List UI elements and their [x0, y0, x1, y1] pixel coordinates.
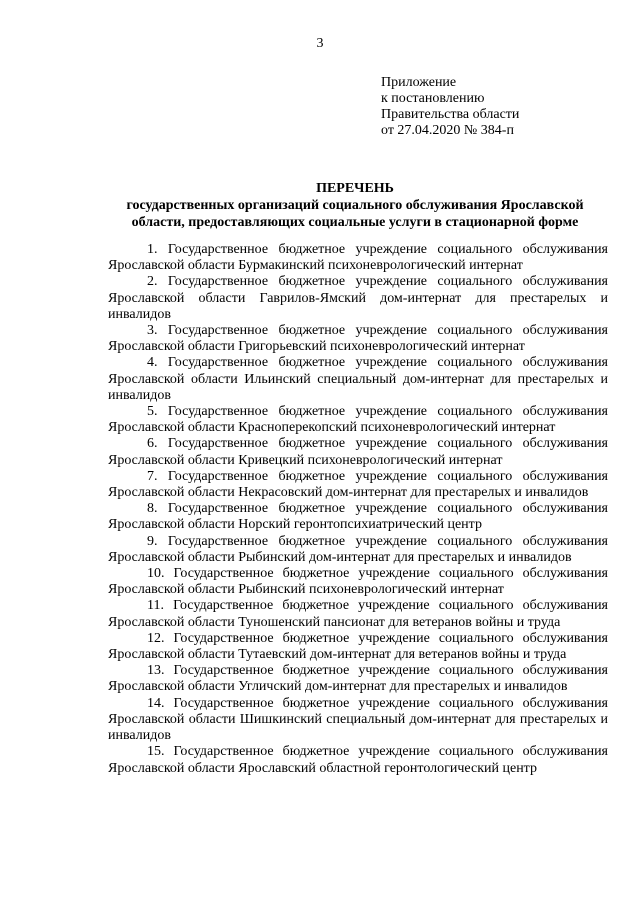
page-number: 3	[316, 36, 324, 51]
organization-list	[108, 242, 608, 777]
list-item: 3. Государственное бюджетное учреждение социального обслуживания Ярославской области Григорьевский психоневрологический интернат	[108, 323, 608, 355]
appendix-line: к постановлению	[381, 91, 485, 106]
list-item: 7. Государственное бюджетное учреждение социального обслуживания Ярославской области Некрасовский дом-интернат для престарелых и инвалидов	[108, 468, 608, 501]
list-item: 11. Государственное бюджетное учреждение социального обслуживания Ярославской области Туношенский пансионат для ветеранов войны и труда	[108, 598, 608, 630]
list-item: 6. Государственное бюджетное учреждение социального обслуживания Ярославской области Кривецкий психоневрологический интернат	[108, 436, 608, 468]
list-item: 14. Государственное бюджетное учреждение социального обслуживания Ярославской области Шишкинский специальный дом-интернат для престарелых и инвалидов	[108, 695, 608, 744]
list-item: 2. Государственное бюджетное учреждение социального обслуживания Ярославской области Гаврилов-Ямский дом-интернат для престарелых и инвалидов	[108, 274, 608, 322]
list-item: 15. Государственное бюджетное учреждение социального обслуживания Ярославской области Ярославский областной геронтологический центр	[108, 744, 608, 776]
appendix-line: от 27.04.2020 № 384-п	[381, 123, 514, 138]
appendix-block	[381, 75, 519, 139]
document-title: ПЕРЕЧЕНЬ	[316, 181, 394, 196]
list-item: 12. Государственное бюджетное учреждение социального обслуживания Ярославской области Тутаевский дом-интернат для ветеранов войны и труда	[108, 630, 608, 663]
appendix-line: Приложение	[381, 75, 457, 90]
document-subtitle-line: государственных организаций социального обслуживания Ярославской	[126, 198, 584, 213]
list-item: 10. Государственное бюджетное учреждение социального обслуживания Ярославской области Рыбинский психоневрологический интернат	[108, 566, 608, 598]
document-subtitle-line: области, предоставляющих социальные услуги в стационарной форме	[131, 215, 579, 230]
list-item: 4. Государственное бюджетное учреждение социального обслуживания Ярославской области Ильинский специальный дом-интернат для престарелых и инвалидов	[108, 355, 608, 403]
document-heading	[90, 180, 620, 231]
list-item: 5. Государственное бюджетное учреждение социального обслуживания Ярославской области Красноперекопский психоневрологический интернат	[108, 404, 608, 436]
list-item: 9. Государственное бюджетное учреждение социального обслуживания Ярославской области Рыбинский дом-интернат для престарелых и инвалидов	[108, 533, 608, 565]
list-item: 13. Государственное бюджетное учреждение социального обслуживания Ярославской области Угличский дом-интернат для престарелых и инвалидов	[108, 663, 608, 695]
list-item: 1. Государственное бюджетное учреждение социального обслуживания Ярославской области Бурмакинский психоневрологический интернат	[108, 242, 608, 274]
list-item: 8. Государственное бюджетное учреждение социального обслуживания Ярославской области Норский геронтопсихиатрический центр	[108, 501, 608, 533]
appendix-line: Правительства области	[381, 107, 520, 122]
